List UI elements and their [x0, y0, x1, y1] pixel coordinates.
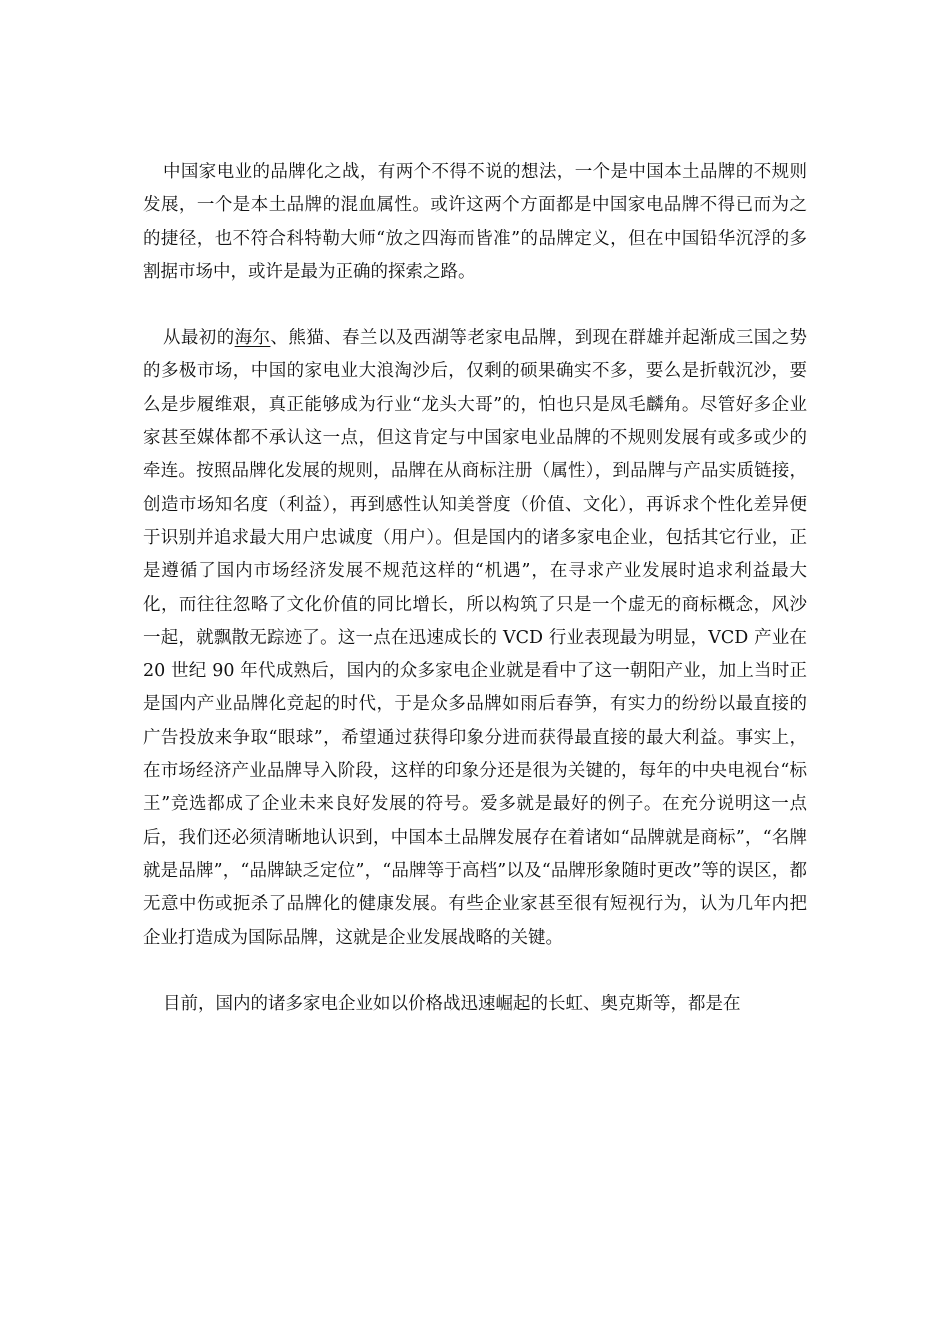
paragraph-2-lead: 从最初的	[163, 328, 235, 349]
paragraph-2	[143, 322, 807, 955]
paragraph-3-text: 目前，国内的诸多家电企业如以价格战迅速崛起的长虹、奥克斯等，都是在	[163, 993, 741, 1014]
paragraph-3	[143, 988, 807, 1021]
paragraph-1-text: 中国家电业的品牌化之战，有两个不得不说的想法，一个是中国本土品牌的不规则发展，一个是本土品牌的混血属性。或许这两个方面都是中国家电品牌不得已而为之的捷径，也不符合科特勒大师“放之四海而皆准”的品牌定义，但在中国铅华沉浮的多割据市场中，或许是最为正确的探索之路。	[143, 162, 807, 282]
document-body	[143, 156, 807, 1054]
haier-link[interactable]: 海尔	[234, 328, 271, 349]
paragraph-2-text: 、熊猫、春兰以及西湖等老家电品牌，到现在群雄并起渐成三国之势的多极市场，中国的家电业大浪淘沙后，仅剩的硕果确实不多，要么是折戟沉沙，要么是步履维艰，真正能够成为行业“龙头大哥”的，怕也只是凤毛麟角。尽管好多企业家甚至媒体都不承认这一点，但这肯定与中国家电业品牌的不规则发展有或多或少的牵连。按照品牌化发展的规则，品牌在从商标注册（属性），到品牌与产品实质链接，创造市场知名度（利益），再到感性认知美誉度（价值、文化），再诉求个性化差异便于识别并追求最大用户忠诚度（用户）。但是国内的诸多家电企业，包括其它行业，正是遵循了国内市场经济发展不规范这样的“机遇”，在寻求产业发展时追求利益最大化，而往往忽略了文化价值的同比增长，所以构筑了只是一个虚无的商标概念，风沙一起，就飘散无踪迹了。这一点在迅速成长的 VCD 行业表现最为明显，VCD 产业在 20 世纪 90 年代成熟后，国内的众多家电企业就是看中了这一朝阳产业，加上当时正是国内产业品牌化竞起的时代，于是众多品牌如雨后春笋，有实力的纷纷以最直接的广告投放来争取“眼球”，希望通过获得印象分进而获得最直接的最大利益。事实上，在市场经济产业品牌导入阶段，这样的印象分还是很为关键的，每年的中央电视台“标王”竞选都成了企业未来良好发展的符号。爱多就是最好的例子。在充分说明这一点后，我们还必须清晰地认识到，中国本土品牌发展存在着诸如“品牌就是商标”，“名牌就是品牌”，“品牌缺乏定位”，“品牌等于高档”以及“品牌形象随时更改”等的误区，都无意中伤或扼杀了品牌化的健康发展。有些企业家甚至很有短视行为，认为几年内把企业打造成为国际品牌，这就是企业发展战略的关键。	[143, 328, 808, 948]
paragraph-1	[143, 156, 807, 289]
